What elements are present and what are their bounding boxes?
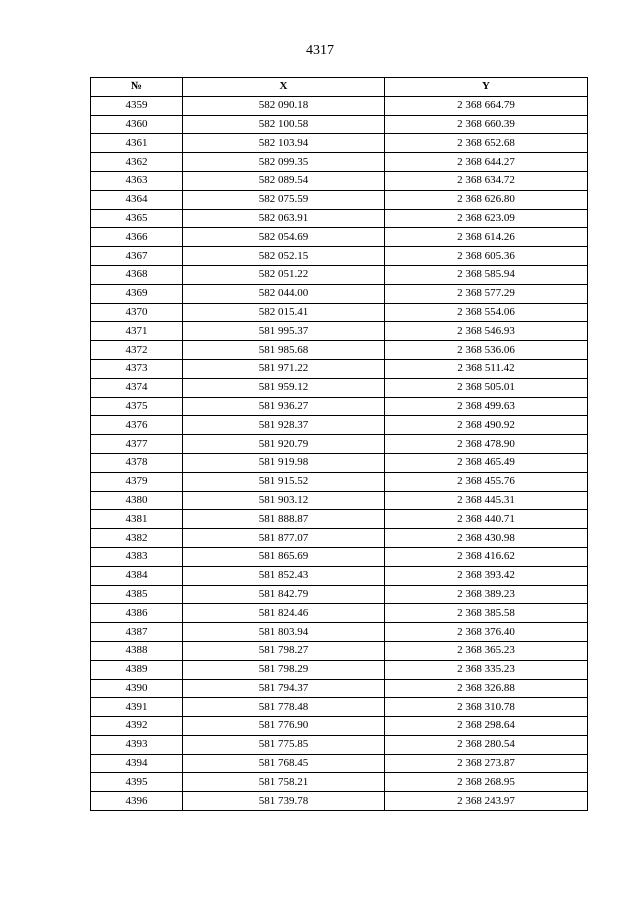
cell-x: 582 052.15 [183, 247, 385, 266]
cell-x: 581 775.85 [183, 735, 385, 754]
cell-y: 2 368 605.36 [385, 247, 588, 266]
cell-number: 4392 [91, 717, 183, 736]
cell-x: 581 758.21 [183, 773, 385, 792]
cell-y: 2 368 536.06 [385, 341, 588, 360]
table-row [91, 228, 588, 247]
cell-number: 4383 [91, 547, 183, 566]
cell-number: 4365 [91, 209, 183, 228]
cell-x: 582 054.69 [183, 228, 385, 247]
cell-x: 581 903.12 [183, 491, 385, 510]
cell-y: 2 368 268.95 [385, 773, 588, 792]
cell-y: 2 368 626.80 [385, 190, 588, 209]
table-row [91, 134, 588, 153]
cell-number: 4396 [91, 792, 183, 811]
cell-x: 581 852.43 [183, 566, 385, 585]
cell-number: 4368 [91, 265, 183, 284]
cell-y: 2 368 554.06 [385, 303, 588, 322]
table-row [91, 247, 588, 266]
table-row [91, 491, 588, 510]
cell-number: 4395 [91, 773, 183, 792]
cell-y: 2 368 389.23 [385, 585, 588, 604]
header-x: X [183, 78, 385, 97]
cell-y: 2 368 664.79 [385, 96, 588, 115]
cell-y: 2 368 660.39 [385, 115, 588, 134]
cell-number: 4364 [91, 190, 183, 209]
cell-y: 2 368 577.29 [385, 284, 588, 303]
cell-x: 581 971.22 [183, 359, 385, 378]
cell-x: 582 099.35 [183, 153, 385, 172]
cell-number: 4370 [91, 303, 183, 322]
cell-x: 582 051.22 [183, 265, 385, 284]
table-row [91, 397, 588, 416]
table-row [91, 115, 588, 134]
table-row [91, 322, 588, 341]
cell-y: 2 368 634.72 [385, 171, 588, 190]
cell-y: 2 368 393.42 [385, 566, 588, 585]
cell-x: 581 842.79 [183, 585, 385, 604]
cell-y: 2 368 365.23 [385, 641, 588, 660]
cell-y: 2 368 585.94 [385, 265, 588, 284]
header-y: Y [385, 78, 588, 97]
cell-y: 2 368 445.31 [385, 491, 588, 510]
table-header [91, 78, 588, 97]
cell-y: 2 368 499.63 [385, 397, 588, 416]
page-number: 4317 [306, 43, 334, 58]
cell-x: 581 794.37 [183, 679, 385, 698]
cell-x: 582 103.94 [183, 134, 385, 153]
table-row [91, 435, 588, 454]
cell-number: 4385 [91, 585, 183, 604]
cell-x: 581 824.46 [183, 604, 385, 623]
cell-number: 4394 [91, 754, 183, 773]
table-row [91, 341, 588, 360]
cell-number: 4388 [91, 641, 183, 660]
cell-x: 581 803.94 [183, 623, 385, 642]
cell-number: 4373 [91, 359, 183, 378]
table-row [91, 359, 588, 378]
table-body [91, 96, 588, 810]
cell-y: 2 368 326.88 [385, 679, 588, 698]
table-row [91, 453, 588, 472]
cell-number: 4380 [91, 491, 183, 510]
cell-x: 582 063.91 [183, 209, 385, 228]
cell-number: 4369 [91, 284, 183, 303]
table-row [91, 96, 588, 115]
cell-x: 581 798.29 [183, 660, 385, 679]
table-row [91, 792, 588, 811]
cell-y: 2 368 243.97 [385, 792, 588, 811]
table-row [91, 547, 588, 566]
table-row [91, 604, 588, 623]
cell-number: 4375 [91, 397, 183, 416]
table-row [91, 679, 588, 698]
cell-y: 2 368 546.93 [385, 322, 588, 341]
cell-x: 582 075.59 [183, 190, 385, 209]
cell-x: 581 959.12 [183, 378, 385, 397]
table-row [91, 284, 588, 303]
cell-x: 581 915.52 [183, 472, 385, 491]
cell-y: 2 368 455.76 [385, 472, 588, 491]
cell-x: 581 739.78 [183, 792, 385, 811]
table-row [91, 472, 588, 491]
table-row [91, 623, 588, 642]
cell-y: 2 368 298.64 [385, 717, 588, 736]
cell-x: 581 768.45 [183, 754, 385, 773]
cell-number: 4367 [91, 247, 183, 266]
cell-y: 2 368 505.01 [385, 378, 588, 397]
cell-number: 4363 [91, 171, 183, 190]
cell-x: 582 100.58 [183, 115, 385, 134]
cell-x: 582 089.54 [183, 171, 385, 190]
table-row [91, 303, 588, 322]
cell-y: 2 368 652.68 [385, 134, 588, 153]
table-row [91, 641, 588, 660]
cell-y: 2 368 440.71 [385, 510, 588, 529]
cell-y: 2 368 280.54 [385, 735, 588, 754]
cell-number: 4382 [91, 529, 183, 548]
cell-y: 2 368 385.58 [385, 604, 588, 623]
table-row [91, 209, 588, 228]
table-row [91, 660, 588, 679]
cell-number: 4371 [91, 322, 183, 341]
cell-y: 2 368 376.40 [385, 623, 588, 642]
cell-x: 582 090.18 [183, 96, 385, 115]
cell-number: 4359 [91, 96, 183, 115]
table-row [91, 416, 588, 435]
cell-number: 4360 [91, 115, 183, 134]
cell-number: 4374 [91, 378, 183, 397]
cell-number: 4390 [91, 679, 183, 698]
cell-y: 2 368 644.27 [385, 153, 588, 172]
cell-y: 2 368 614.26 [385, 228, 588, 247]
table-row [91, 510, 588, 529]
cell-number: 4389 [91, 660, 183, 679]
cell-x: 581 919.98 [183, 453, 385, 472]
cell-y: 2 368 623.09 [385, 209, 588, 228]
cell-x: 581 985.68 [183, 341, 385, 360]
table-row [91, 717, 588, 736]
cell-y: 2 368 310.78 [385, 698, 588, 717]
cell-number: 4378 [91, 453, 183, 472]
table-row [91, 190, 588, 209]
table-row [91, 378, 588, 397]
cell-number: 4376 [91, 416, 183, 435]
table-row [91, 566, 588, 585]
cell-x: 581 877.07 [183, 529, 385, 548]
cell-x: 581 936.27 [183, 397, 385, 416]
cell-x: 581 865.69 [183, 547, 385, 566]
cell-number: 4366 [91, 228, 183, 247]
cell-y: 2 368 273.87 [385, 754, 588, 773]
cell-number: 4361 [91, 134, 183, 153]
coordinates-table [90, 77, 588, 811]
table-row [91, 754, 588, 773]
table-row [91, 153, 588, 172]
cell-x: 581 995.37 [183, 322, 385, 341]
cell-x: 581 776.90 [183, 717, 385, 736]
cell-y: 2 368 478.90 [385, 435, 588, 454]
cell-y: 2 368 416.62 [385, 547, 588, 566]
table-row [91, 773, 588, 792]
cell-y: 2 368 490.92 [385, 416, 588, 435]
cell-x: 581 928.37 [183, 416, 385, 435]
cell-y: 2 368 465.49 [385, 453, 588, 472]
cell-number: 4362 [91, 153, 183, 172]
cell-number: 4377 [91, 435, 183, 454]
cell-number: 4372 [91, 341, 183, 360]
table-row [91, 265, 588, 284]
cell-y: 2 368 335.23 [385, 660, 588, 679]
table-row [91, 529, 588, 548]
cell-number: 4387 [91, 623, 183, 642]
table-row [91, 735, 588, 754]
table-row [91, 171, 588, 190]
cell-number: 4384 [91, 566, 183, 585]
cell-y: 2 368 511.42 [385, 359, 588, 378]
table-row [91, 585, 588, 604]
cell-number: 4386 [91, 604, 183, 623]
cell-x: 582 015.41 [183, 303, 385, 322]
cell-x: 581 888.87 [183, 510, 385, 529]
cell-x: 581 798.27 [183, 641, 385, 660]
cell-number: 4393 [91, 735, 183, 754]
table-row [91, 698, 588, 717]
cell-x: 581 778.48 [183, 698, 385, 717]
cell-number: 4381 [91, 510, 183, 529]
cell-number: 4391 [91, 698, 183, 717]
cell-x: 581 920.79 [183, 435, 385, 454]
cell-number: 4379 [91, 472, 183, 491]
cell-x: 582 044.00 [183, 284, 385, 303]
header-number: № [91, 78, 183, 97]
cell-y: 2 368 430.98 [385, 529, 588, 548]
header-row [91, 78, 588, 97]
